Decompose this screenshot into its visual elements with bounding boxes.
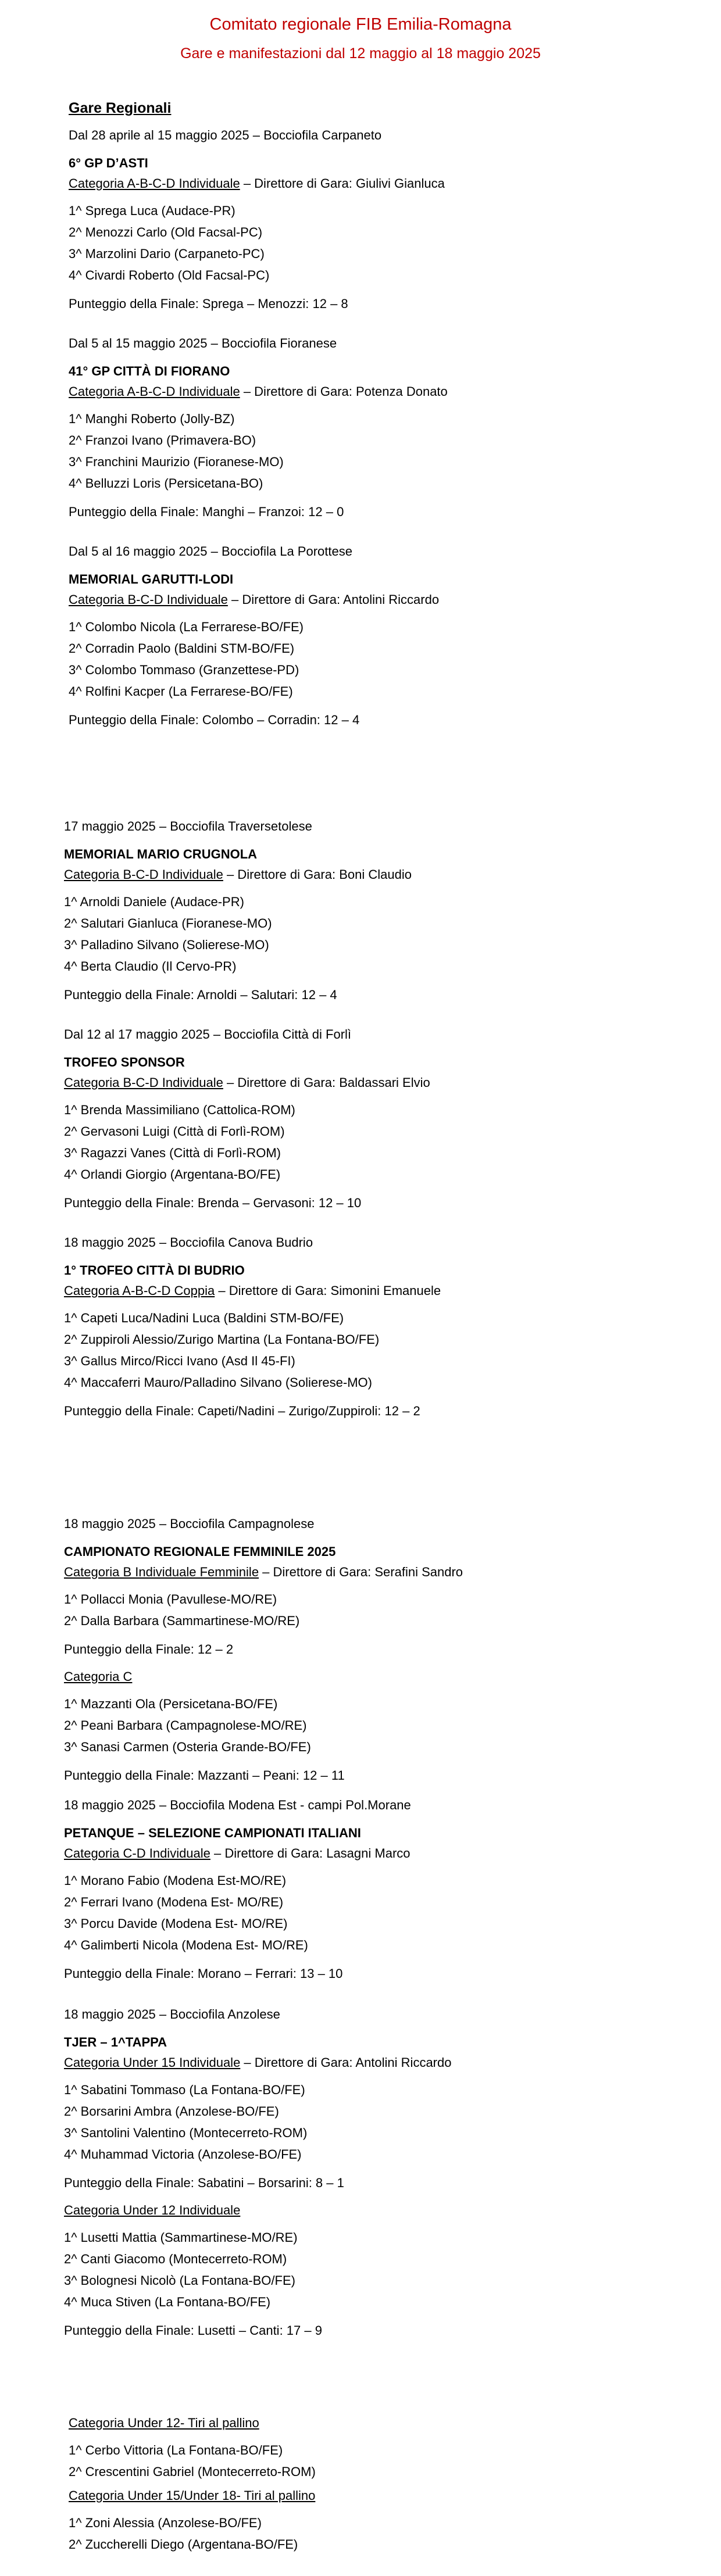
event-block [64, 1513, 463, 1786]
event-date: 18 maggio 2025 – Bocciofila Canova Budrio [64, 1235, 313, 1250]
final-score: Punteggio della Finale: Morano – Ferrari: 13 – 10 [64, 1966, 343, 1981]
final-score: Punteggio della Finale: Arnoldi – Salutari: 12 – 4 [64, 988, 337, 1002]
final-score: Punteggio della Finale: Brenda – Gervasoni: 12 – 10 [64, 1196, 362, 1210]
result-line: 3^ Gallus Mirco/Ricci Ivano (Asd Il 45-FI) [64, 1354, 295, 1368]
tiri-block [69, 2412, 316, 2555]
result-line: 3^ Palladino Silvano (Solierese-MO) [64, 938, 269, 952]
event-category: Categoria Under 15 Individuale [64, 2055, 241, 2070]
event-director: – Direttore di Gara: Baldassari Elvio [223, 1075, 430, 1090]
event-block [64, 1794, 411, 1984]
final-score: Punteggio della Finale: Colombo – Corradin: 12 – 4 [69, 713, 360, 727]
event-director: – Direttore di Gara: Simonini Emanuele [215, 1283, 441, 1298]
event-date: 18 maggio 2025 – Bocciofila Campagnolese [64, 1516, 315, 1531]
final-score: Punteggio della Finale: Sprega – Menozzi: 12 – 8 [69, 296, 348, 311]
result-line: 1^ Lusetti Mattia (Sammartinese-MO/RE) [64, 2230, 298, 2245]
result-line: 4^ Galimberti Nicola (Modena Est- MO/RE) [64, 1938, 308, 1952]
result-line: 1^ Sprega Luca (Audace-PR) [69, 203, 235, 218]
event-title: TJER – 1^TAPPA [64, 2035, 167, 2049]
event-date: Dal 28 aprile al 15 maggio 2025 – Bocciofila Carpaneto [69, 128, 382, 142]
event-title: MEMORIAL GARUTTI-LODI [69, 572, 234, 586]
final-score: Punteggio della Finale: Lusetti – Canti: 17 – 9 [64, 2323, 322, 2338]
result-line: 2^ Franzoi Ivano (Primavera-BO) [69, 433, 256, 448]
event-block [69, 541, 439, 731]
result-line: 4^ Muca Stiven (La Fontana-BO/FE) [64, 2295, 271, 2309]
result-line: 2^ Salutari Gianluca (Fioranese-MO) [64, 916, 272, 931]
result-line: 3^ Franchini Maurizio (Fioranese-MO) [69, 455, 284, 469]
event-category: Categoria B-C-D Individuale [64, 1075, 223, 1090]
event-director: – Direttore di Gara: Serafini Sandro [259, 1565, 463, 1579]
final-score: Punteggio della Finale: Mazzanti – Peani: 12 – 11 [64, 1768, 345, 1783]
result-line: 2^ Zuppiroli Alessio/Zurigo Martina (La Fontana-BO/FE) [64, 1332, 380, 1347]
event-category: Categoria A-B-C-D Coppia [64, 1283, 215, 1298]
event-director: – Direttore di Gara: Antolini Riccardo [227, 592, 440, 607]
event-date: Dal 12 al 17 maggio 2025 – Bocciofila Città di Forlì [64, 1027, 352, 1042]
result-line: 4^ Belluzzi Loris (Persicetana-BO) [69, 476, 263, 491]
result-line: 1^ Zoni Alessia (Anzolese-BO/FE) [69, 2516, 262, 2530]
event-date: 18 maggio 2025 – Bocciofila Anzolese [64, 2007, 280, 2022]
result-line: 4^ Civardi Roberto (Old Facsal-PC) [69, 268, 270, 282]
result-line: 3^ Porcu Davide (Modena Est- MO/RE) [64, 1916, 288, 1931]
event-block [64, 1232, 441, 1422]
event-director: – Direttore di Gara: Lasagni Marco [210, 1846, 411, 1861]
result-line: 1^ Morano Fabio (Modena Est-MO/RE) [64, 1873, 287, 1888]
result-line: 2^ Borsarini Ambra (Anzolese-BO/FE) [64, 2104, 279, 2119]
event-block [69, 124, 445, 314]
event-date: Dal 5 al 15 maggio 2025 – Bocciofila Fioranese [69, 336, 337, 350]
event-director: – Direttore di Gara: Boni Claudio [223, 867, 412, 882]
result-line: 4^ Berta Claudio (Il Cervo-PR) [64, 959, 237, 974]
result-line: 4^ Rolfini Kacper (La Ferrarese-BO/FE) [69, 684, 293, 699]
result-line: 3^ Sanasi Carmen (Osteria Grande-BO/FE) [64, 1740, 311, 1754]
result-line: 1^ Colombo Nicola (La Ferrarese-BO/FE) [69, 620, 304, 634]
result-line: 2^ Crescentini Gabriel (Montecerreto-ROM) [69, 2464, 316, 2479]
committee-title: Comitato regionale FIB Emilia-Romagna [209, 15, 512, 34]
result-line: 2^ Ferrari Ivano (Modena Est- MO/RE) [64, 1895, 284, 1909]
result-line: 1^ Sabatini Tommaso (La Fontana-BO/FE) [64, 2083, 305, 2097]
result-line: 2^ Canti Giacomo (Montecerreto-ROM) [64, 2252, 287, 2266]
section-title: Gare Regionali [69, 100, 172, 116]
subcategory-title: Categoria Under 12- Tiri al pallino [69, 2416, 259, 2430]
event-director: – Direttore di Gara: Potenza Donato [240, 384, 448, 399]
subcategory-title: Categoria C [64, 1669, 133, 1684]
event-title: PETANQUE – SELEZIONE CAMPIONATI ITALIANI [64, 1826, 361, 1840]
result-line: 3^ Ragazzi Vanes (Città di Forlì-ROM) [64, 1146, 281, 1160]
event-category: Categoria C-D Individuale [64, 1846, 210, 1861]
result-line: 3^ Santolini Valentino (Montecerreto-ROM) [64, 2126, 308, 2140]
final-score: Punteggio della Finale: Sabatini – Borsarini: 8 – 1 [64, 2176, 344, 2190]
event-title: 41° GP CITTÀ DI FIORANO [69, 364, 230, 378]
result-line: 4^ Muhammad Victoria (Anzolese-BO/FE) [64, 2147, 302, 2162]
result-line: 3^ Colombo Tommaso (Granzettese-PD) [69, 663, 299, 677]
result-line: 4^ Maccaferri Mauro/Palladino Silvano (Solierese-MO) [64, 1375, 372, 1390]
document-subtitle: Gare e manifestazioni dal 12 maggio al 18 maggio 2025 [180, 45, 541, 62]
result-line: 3^ Marzolini Dario (Carpaneto-PC) [69, 246, 265, 261]
result-line: 4^ Orlandi Giorgio (Argentana-BO/FE) [64, 1167, 281, 1182]
result-line: 2^ Menozzi Carlo (Old Facsal-PC) [69, 225, 263, 239]
event-title: CAMPIONATO REGIONALE FEMMINILE 2025 [64, 1544, 336, 1559]
event-block [64, 1024, 430, 1214]
subcategory-title: Categoria Under 15/Under 18- Tiri al pallino [69, 2488, 316, 2503]
result-line: 2^ Corradin Paolo (Baldini STM-BO/FE) [69, 641, 295, 656]
event-block [64, 2003, 451, 2341]
event-date: Dal 5 al 16 maggio 2025 – Bocciofila La Porottese [69, 544, 352, 559]
result-line: 1^ Capeti Luca/Nadini Luca (Baldini STM-BO/FE) [64, 1311, 344, 1325]
event-category: Categoria A-B-C-D Individuale [69, 176, 240, 191]
result-line: 1^ Mazzanti Ola (Persicetana-BO/FE) [64, 1697, 278, 1711]
result-line: 1^ Manghi Roberto (Jolly-BZ) [69, 412, 235, 426]
event-title: 1° TROFEO CITTÀ DI BUDRIO [64, 1263, 245, 1278]
event-title: MEMORIAL MARIO CRUGNOLA [64, 847, 258, 861]
result-line: 1^ Pollacci Monia (Pavullese-MO/RE) [64, 1592, 277, 1607]
event-category: Categoria B-C-D Individuale [64, 867, 223, 882]
final-score: Punteggio della Finale: Manghi – Franzoi: 12 – 0 [69, 505, 344, 519]
event-director: – Direttore di Gara: Antolini Riccardo [240, 2055, 452, 2070]
final-score: Punteggio della Finale: 12 – 2 [64, 1642, 234, 1656]
result-line: 1^ Cerbo Vittoria (La Fontana-BO/FE) [69, 2443, 283, 2457]
event-date: 18 maggio 2025 – Bocciofila Modena Est - campi Pol.Morane [64, 1798, 411, 1812]
result-line: 1^ Brenda Massimiliano (Cattolica-ROM) [64, 1103, 295, 1117]
event-category: Categoria B-C-D Individuale [69, 592, 228, 607]
event-block [64, 815, 412, 1006]
event-category: Categoria A-B-C-D Individuale [69, 384, 240, 399]
event-title: TROFEO SPONSOR [64, 1055, 185, 1069]
subcategory-title: Categoria Under 12 Individuale [64, 2203, 241, 2217]
result-line: 2^ Dalla Barbara (Sammartinese-MO/RE) [64, 1613, 300, 1628]
result-line: 2^ Zuccherelli Diego (Argentana-BO/FE) [69, 2537, 298, 2552]
final-score: Punteggio della Finale: Capeti/Nadini – Zurigo/Zuppiroli: 12 – 2 [64, 1404, 420, 1418]
event-director: – Direttore di Gara: Giulivi Gianluca [240, 176, 445, 191]
event-title: 6° GP D’ASTI [69, 156, 148, 170]
result-line: 1^ Arnoldi Daniele (Audace-PR) [64, 895, 244, 909]
result-line: 2^ Peani Barbara (Campagnolese-MO/RE) [64, 1718, 307, 1733]
result-line: 2^ Gervasoni Luigi (Città di Forlì-ROM) [64, 1124, 285, 1139]
event-block [69, 332, 448, 523]
event-category: Categoria B Individuale Femminile [64, 1565, 259, 1579]
result-line: 3^ Bolognesi Nicolò (La Fontana-BO/FE) [64, 2273, 295, 2288]
event-date: 17 maggio 2025 – Bocciofila Traversetolese [64, 819, 312, 833]
